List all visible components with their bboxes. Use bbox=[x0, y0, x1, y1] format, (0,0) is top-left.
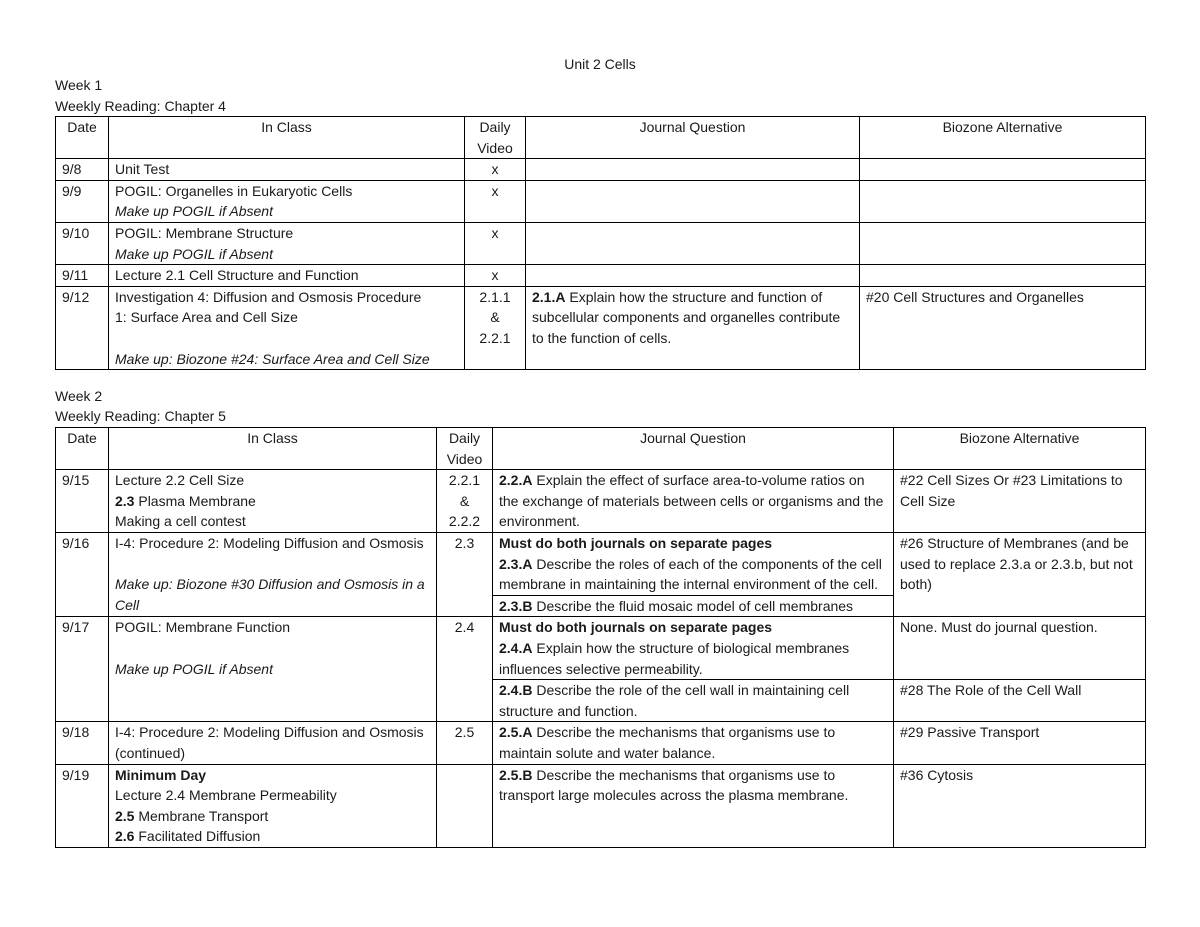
week-2-table bbox=[55, 427, 1146, 848]
header-journal-question: Journal Question bbox=[493, 428, 894, 470]
week-2-reading: Weekly Reading: Chapter 5 bbox=[55, 408, 226, 424]
video-cell: 2.3 bbox=[437, 532, 493, 616]
header-journal-question: Journal Question bbox=[526, 117, 860, 159]
in-class-cell: Lecture 2.1 Cell Structure and Function bbox=[109, 265, 465, 287]
biozone-cell bbox=[860, 159, 1146, 181]
table-row bbox=[56, 722, 1146, 764]
biozone-cell bbox=[860, 222, 1146, 264]
date-cell: 9/12 bbox=[56, 286, 109, 369]
header-daily-video: Daily Video bbox=[437, 428, 493, 470]
table-row bbox=[56, 764, 1146, 847]
in-class-cell: I-4: Procedure 2: Modeling Diffusion and Osmosis (continued) bbox=[109, 722, 437, 764]
table-row bbox=[56, 180, 1146, 222]
date-cell: 9/16 bbox=[56, 532, 109, 616]
video-cell: x bbox=[465, 159, 526, 181]
journal-cell bbox=[526, 222, 860, 264]
biozone-cell bbox=[860, 265, 1146, 287]
header-date: Date bbox=[56, 117, 109, 159]
table-header-row bbox=[56, 428, 1146, 470]
date-cell: 9/17 bbox=[56, 617, 109, 722]
table-row bbox=[56, 159, 1146, 181]
video-cell bbox=[437, 764, 493, 847]
header-in-class: In Class bbox=[109, 117, 465, 159]
journal-cell: 2.4.B Describe the role of the cell wall in maintaining cell structure and function. bbox=[493, 680, 894, 722]
video-cell: 2.2.1 & 2.2.2 bbox=[437, 470, 493, 533]
video-cell: 2.5 bbox=[437, 722, 493, 764]
date-cell: 9/8 bbox=[56, 159, 109, 181]
biozone-cell: #29 Passive Transport bbox=[894, 722, 1146, 764]
header-daily-video: Daily Video bbox=[465, 117, 526, 159]
in-class-cell: I-4: Procedure 2: Modeling Diffusion and Osmosis Make up: Biozone #30 Diffusion and Osmosis in a Cell bbox=[109, 532, 437, 616]
journal-cell: 2.5.A Describe the mechanisms that organisms use to maintain solute and water balance. bbox=[493, 722, 894, 764]
journal-cell bbox=[526, 180, 860, 222]
in-class-cell: Unit Test bbox=[109, 159, 465, 181]
table-row bbox=[56, 532, 1146, 595]
video-cell: x bbox=[465, 180, 526, 222]
biozone-cell: #36 Cytosis bbox=[894, 764, 1146, 847]
in-class-cell: Lecture 2.2 Cell Size 2.3 Plasma Membrane Making a cell contest bbox=[109, 470, 437, 533]
header-biozone-alternative: Biozone Alternative bbox=[894, 428, 1146, 470]
week-1-table bbox=[55, 116, 1146, 370]
in-class-cell: POGIL: Organelles in Eukaryotic Cells Make up POGIL if Absent bbox=[109, 180, 465, 222]
date-cell: 9/18 bbox=[56, 722, 109, 764]
video-cell: x bbox=[465, 222, 526, 264]
date-cell: 9/11 bbox=[56, 265, 109, 287]
biozone-cell: #28 The Role of the Cell Wall bbox=[894, 680, 1146, 722]
week-2-heading: Week 2 bbox=[55, 388, 103, 404]
table-row bbox=[56, 222, 1146, 264]
table-row bbox=[56, 286, 1146, 369]
date-cell: 9/19 bbox=[56, 764, 109, 847]
journal-cell: 2.5.B Describe the mechanisms that organisms use to transport large molecules across the plasma membrane. bbox=[493, 764, 894, 847]
table-row bbox=[56, 265, 1146, 287]
in-class-cell: Minimum Day Lecture 2.4 Membrane Permeability 2.5 Membrane Transport 2.6 Facilitated Diffusion bbox=[109, 764, 437, 847]
journal-cell: 2.1.A Explain how the structure and function of subcellular components and organelles contribute to the function of cells. bbox=[526, 286, 860, 369]
journal-cell: Must do both journals on separate pages 2.3.A Describe the roles of each of the components of the cell membrane in maintaining the internal environment of the cell. bbox=[493, 532, 894, 595]
journal-cell bbox=[526, 159, 860, 181]
journal-cell bbox=[526, 265, 860, 287]
video-cell: x bbox=[465, 265, 526, 287]
table-row bbox=[56, 470, 1146, 533]
biozone-cell bbox=[860, 180, 1146, 222]
biozone-cell: #22 Cell Sizes Or #23 Limitations to Cell Size bbox=[894, 470, 1146, 533]
biozone-cell: None. Must do journal question. bbox=[894, 617, 1146, 680]
date-cell: 9/10 bbox=[56, 222, 109, 264]
in-class-cell: POGIL: Membrane Function Make up POGIL if Absent bbox=[109, 617, 437, 722]
week-1-reading: Weekly Reading: Chapter 4 bbox=[55, 98, 226, 114]
in-class-cell: Investigation 4: Diffusion and Osmosis Procedure 1: Surface Area and Cell Size Make up: Biozone #24: Surface Area and Cell Size bbox=[109, 286, 465, 369]
header-date: Date bbox=[56, 428, 109, 470]
video-cell: 2.1.1 & 2.2.1 bbox=[465, 286, 526, 369]
biozone-cell: #26 Structure of Membranes (and be used to replace 2.3.a or 2.3.b, but not both) bbox=[894, 532, 1146, 616]
date-cell: 9/9 bbox=[56, 180, 109, 222]
header-biozone-alternative: Biozone Alternative bbox=[860, 117, 1146, 159]
date-cell: 9/15 bbox=[56, 470, 109, 533]
in-class-cell: POGIL: Membrane Structure Make up POGIL if Absent bbox=[109, 222, 465, 264]
page-title: Unit 2 Cells bbox=[564, 56, 636, 72]
journal-cell: 2.3.B Describe the fluid mosaic model of cell membranes bbox=[493, 595, 894, 617]
table-header-row bbox=[56, 117, 1146, 159]
week-1-heading: Week 1 bbox=[55, 77, 103, 93]
journal-cell: 2.2.A Explain the effect of surface area-to-volume ratios on the exchange of materials between cells or organisms and the environment. bbox=[493, 470, 894, 533]
journal-cell: Must do both journals on separate pages 2.4.A Explain how the structure of biological membranes influences selective permeability. bbox=[493, 617, 894, 680]
video-cell: 2.4 bbox=[437, 617, 493, 722]
header-in-class: In Class bbox=[109, 428, 437, 470]
biozone-cell: #20 Cell Structures and Organelles bbox=[860, 286, 1146, 369]
table-row bbox=[56, 617, 1146, 680]
